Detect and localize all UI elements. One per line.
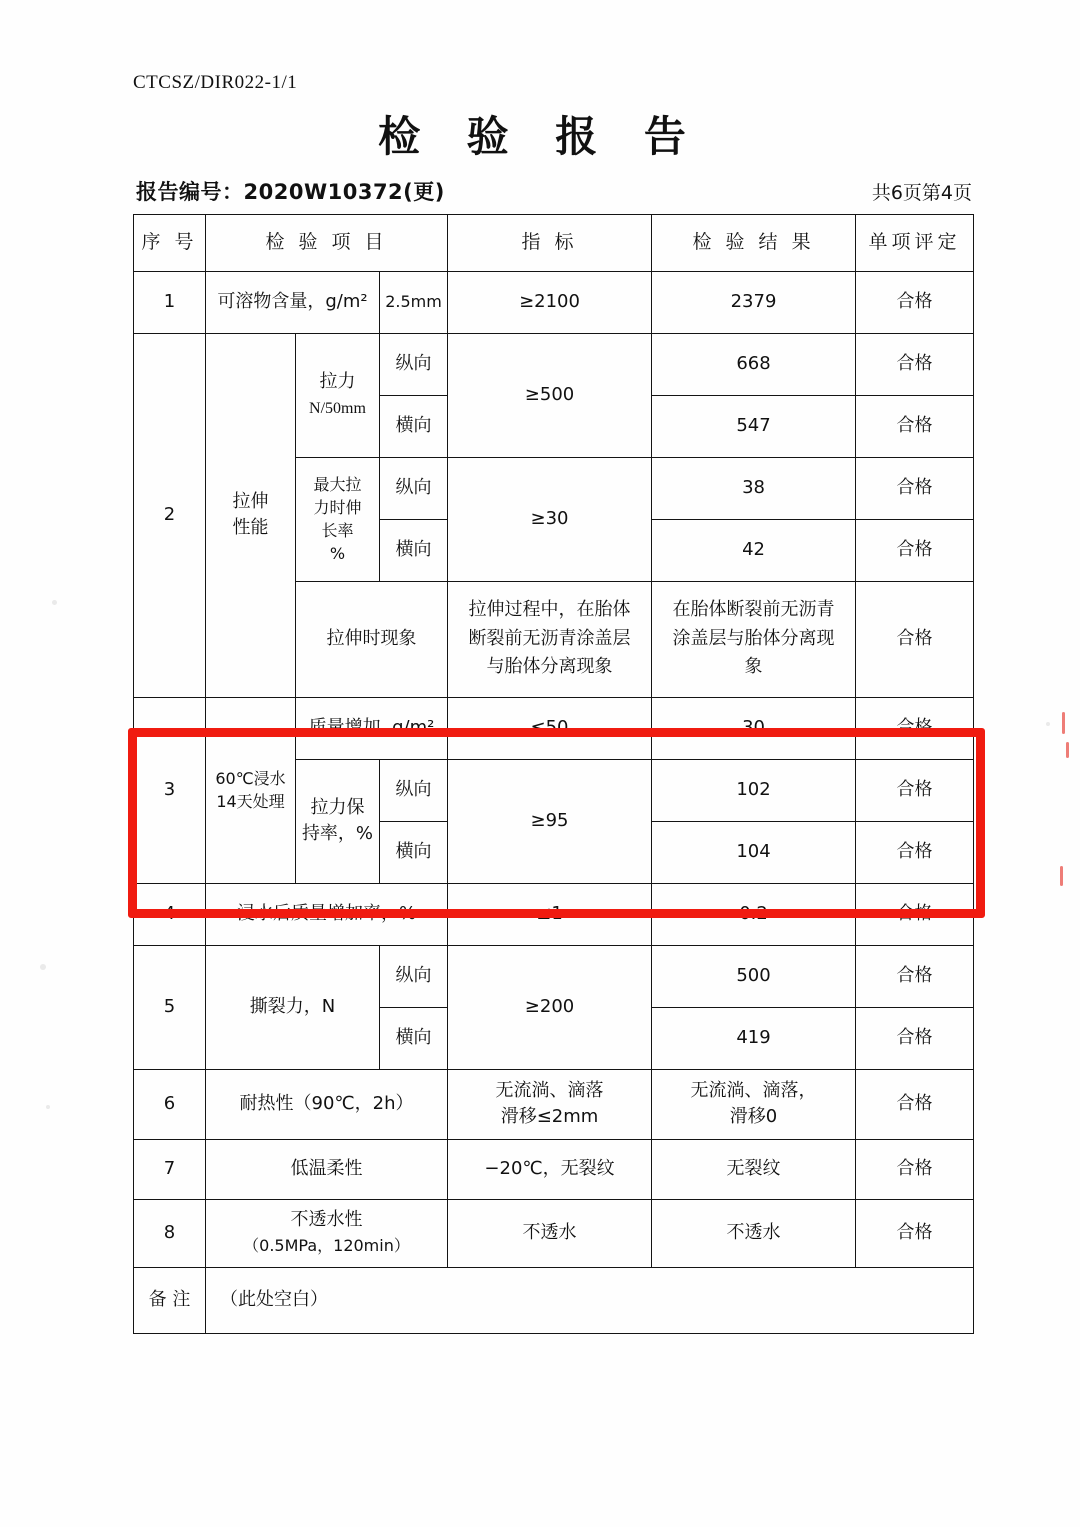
cell-result: 无裂纹: [652, 1139, 856, 1199]
cell-index: 无流淌、滴落 滑移≤2mm: [448, 1069, 652, 1139]
scan-speckle: [40, 964, 46, 970]
cell-seq: 1: [134, 271, 206, 333]
cell-item: 低温柔性: [206, 1139, 448, 1199]
cell-seq: 8: [134, 1199, 206, 1267]
cell-item: 耐热性（90℃，2h）: [206, 1069, 448, 1139]
cell-result: 在胎体断裂前无沥青涂盖层与胎体分离现象: [652, 581, 856, 697]
cell-index: ≤50: [448, 697, 652, 759]
table-row: [134, 271, 974, 333]
cell-item-line1: 拉伸: [232, 490, 269, 512]
cell-seq: 4: [134, 883, 206, 945]
cell-verdict: 合格: [856, 1139, 974, 1199]
cell-seq: 3: [134, 697, 206, 883]
cell-verdict: 合格: [856, 1007, 974, 1069]
table-row: [134, 333, 974, 395]
cell-result: 419: [652, 1007, 856, 1069]
header-item: 检 验 项 目: [206, 215, 448, 272]
cell-index: ≤1: [448, 883, 652, 945]
cell-seq: 2: [134, 333, 206, 697]
cell-verdict: 合格: [856, 519, 974, 581]
report-number: 报告编号：2020W10372(更): [136, 180, 445, 204]
cell-index: ≥2100: [448, 271, 652, 333]
cell-subitem-elongation: 最大拉 力时伸 长率 %: [296, 457, 380, 581]
cell-item-line2: 性能: [232, 517, 269, 539]
cell-result: 30: [652, 697, 856, 759]
cell-verdict: 合格: [856, 457, 974, 519]
cell-direction: 纵向: [380, 333, 448, 395]
cell-item: [206, 333, 296, 697]
page-indicator: 共6页第4页: [871, 182, 972, 204]
cell-verdict: 合格: [856, 697, 974, 759]
table-row: [134, 945, 974, 1007]
cell-direction: 横向: [380, 821, 448, 883]
table-remark-row: [134, 1267, 974, 1333]
remark-value: （此处空白）: [206, 1267, 974, 1333]
header-result: 检 验 结 果: [652, 215, 856, 272]
cell-subitem-phenomenon: 拉伸时现象: [296, 581, 448, 697]
table-row-highlighted: [134, 697, 974, 759]
cell-result: 102: [652, 759, 856, 821]
header-seq: 序 号: [134, 215, 206, 272]
header-verdict: 单项评定: [856, 215, 974, 272]
scan-speckle: [52, 600, 57, 605]
cell-verdict: 合格: [856, 1199, 974, 1267]
cell-index: −20℃，无裂纹: [448, 1139, 652, 1199]
cell-result: 2379: [652, 271, 856, 333]
cell-direction: 横向: [380, 395, 448, 457]
cell-result: 547: [652, 395, 856, 457]
table-row: [134, 1139, 974, 1199]
cell-verdict: 合格: [856, 883, 974, 945]
cell-index: ≥500: [448, 333, 652, 457]
cell-result: 104: [652, 821, 856, 883]
cell-seq: 6: [134, 1069, 206, 1139]
cell-subitem-tensile: [296, 333, 380, 457]
cell-verdict: 合格: [856, 945, 974, 1007]
cell-direction: 纵向: [380, 759, 448, 821]
cell-direction: 横向: [380, 1007, 448, 1069]
scan-red-mark: [1066, 742, 1069, 758]
scan-speckle: [1046, 722, 1050, 726]
subitem-unit: N/50mm: [309, 400, 366, 418]
cell-result: 38: [652, 457, 856, 519]
cell-item: 可溶物含量，g/m²: [206, 271, 380, 333]
cell-item: 撕裂力，N: [206, 945, 380, 1069]
remark-label: 备 注: [134, 1267, 206, 1333]
cell-verdict: 合格: [856, 821, 974, 883]
cell-verdict: 合格: [856, 759, 974, 821]
cell-index: ≥200: [448, 945, 652, 1069]
cell-item: 60℃浸水 14天处理: [206, 697, 296, 883]
scan-red-mark: [1060, 866, 1063, 886]
cell-index: ≥30: [448, 457, 652, 581]
cell-item-sub: 2.5mm: [380, 271, 448, 333]
cell-verdict: 合格: [856, 1069, 974, 1139]
scan-red-mark: [1062, 712, 1065, 734]
cell-verdict: 合格: [856, 333, 974, 395]
cell-verdict: 合格: [856, 581, 974, 697]
cell-item: 不透水性 （0.5MPa，120min）: [206, 1199, 448, 1267]
cell-index: 不透水: [448, 1199, 652, 1267]
cell-direction: 横向: [380, 519, 448, 581]
cell-result: 42: [652, 519, 856, 581]
page-title: 检 验 报 告: [378, 112, 702, 161]
cell-result: 500: [652, 945, 856, 1007]
table-header-row: [134, 215, 974, 272]
header-index: 指 标: [448, 215, 652, 272]
table-row: [134, 1199, 974, 1267]
inspection-results-table: [133, 214, 974, 1334]
cell-direction: 纵向: [380, 945, 448, 1007]
cell-result: 无流淌、滴落， 滑移0: [652, 1069, 856, 1139]
cell-verdict: 合格: [856, 395, 974, 457]
table-row: [134, 1069, 974, 1139]
cell-index: 拉伸过程中，在胎体断裂前无沥青涂盖层与胎体分离现象: [448, 581, 652, 697]
document-code: CTCSZ/DIR022-1/1: [133, 72, 298, 93]
cell-seq: 5: [134, 945, 206, 1069]
cell-item: 浸水后质量增加率，%: [206, 883, 448, 945]
cell-subitem-mass-increase: 质量增加, g/m²: [296, 697, 448, 759]
table-row: [134, 883, 974, 945]
cell-result: 不透水: [652, 1199, 856, 1267]
scan-speckle: [46, 1105, 50, 1109]
cell-result: 0.2: [652, 883, 856, 945]
cell-subitem-retention: 拉力保 持率，%: [296, 759, 380, 883]
subitem-label: 拉力: [319, 370, 356, 392]
cell-index: ≥95: [448, 759, 652, 883]
cell-verdict: 合格: [856, 271, 974, 333]
cell-seq: 7: [134, 1139, 206, 1199]
cell-result: 668: [652, 333, 856, 395]
cell-direction: 纵向: [380, 457, 448, 519]
